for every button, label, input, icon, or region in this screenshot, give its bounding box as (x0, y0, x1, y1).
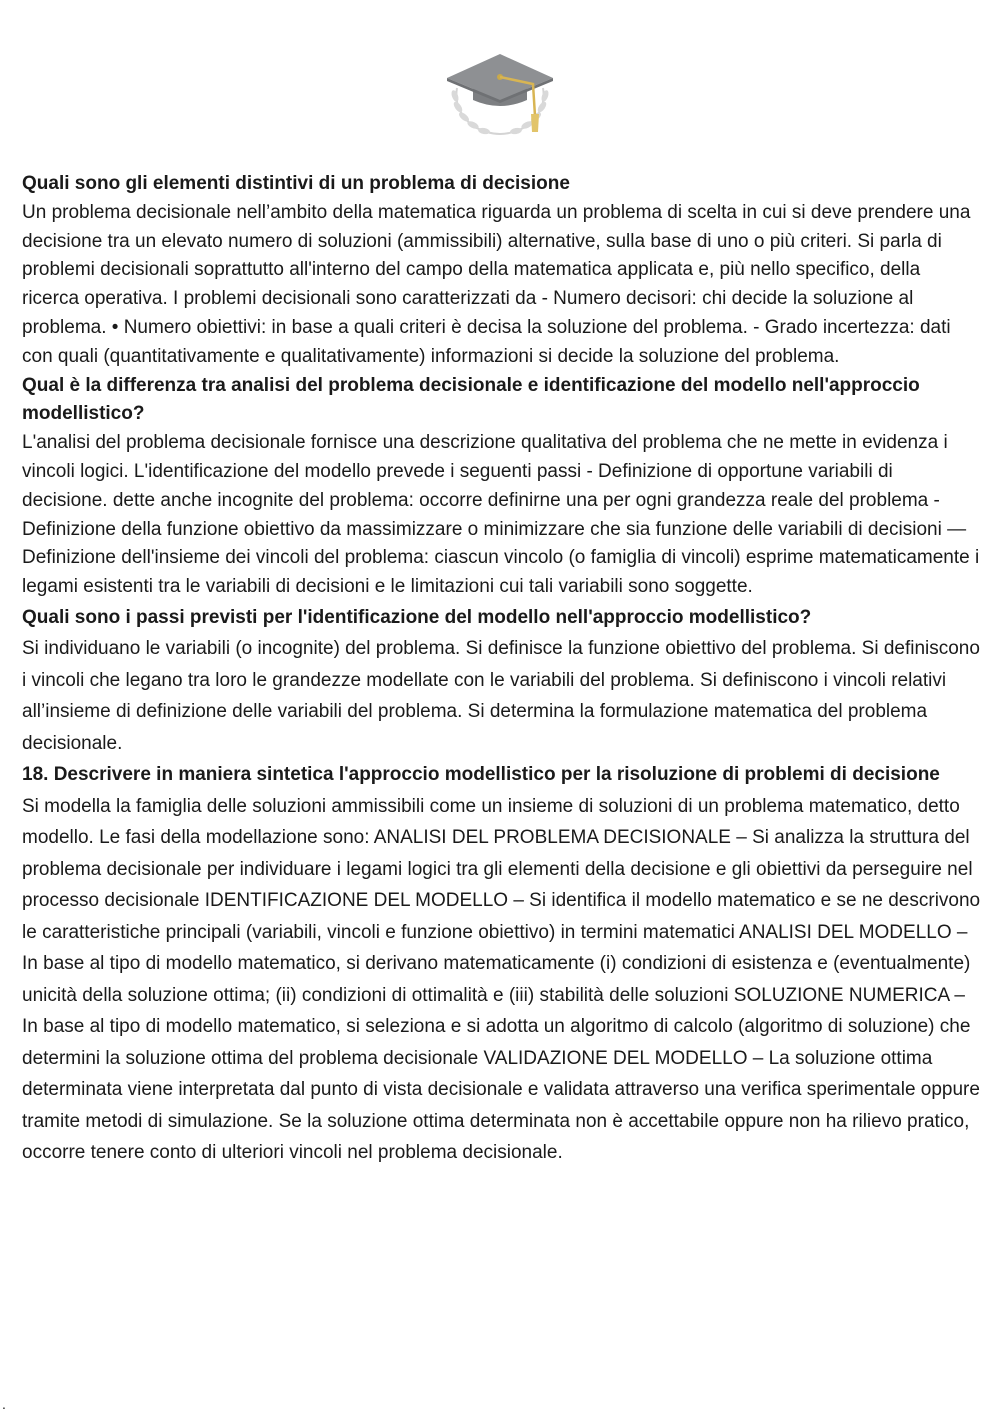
document-body (22, 170, 982, 1169)
section-question: Quali sono i passi previsti per l'identificazione del modello nell'approccio modellistico? (22, 606, 812, 628)
section-answer: Si modella la famiglia delle soluzioni ammissibili come un insieme di soluzioni di un problema matematico, detto modello. Le fasi della modellazione sono: ANALISI DEL PROBLEMA DECISIONALE – Si analizza la struttura del problema decisionale per individuare i legami logici tra gli elementi della decisione e gli obiettivi da perseguire nel processo decisionale IDENTIFICAZIONE DEL MODELLO – Si identifica il modello matematico e se ne descrivono le caratteristiche principali (variabili, vincoli e funzione obiettivo) in termini matematici ANALISI DEL MODELLO – In base al tipo di modello matematico, si derivano matematicamente (i) condizioni di esistenza e (eventualmente) unicità della soluzione ottima; (ii) condizioni di ottimalità e (iii) stabilità delle soluzioni SOLUZIONE NUMERICA – In base al tipo di modello matematico, si seleziona e si adotta un algoritmo di calcolo (algoritmo di soluzione) che determini la soluzione ottima del problema decisionale VALIDAZIONE DEL MODELLO – La soluzione ottima determinata viene interpretata dal punto di vista decisionale e validata attraverso una verifica sperimentale oppure tramite metodi di simulazione. Se la soluzione ottima determinata non è accettabile oppure non ha rilievo pratico, occorre tenere conto di ulteriori vincoli nel problema decisionale. (22, 795, 981, 1164)
section-answer: Un problema decisionale nell’ambito della matematica riguarda un problema di scelta in cui si deve prendere una decisione tra un elevato numero di soluzioni (ammissibili) alternative, sulla base di uno o più criteri. Si parla di problemi decisionali soprattutto all'interno del campo della matematica applicata e, più nello specifico, della ricerca operativa. I problemi decisionali sono caratterizzati da - Numero decisori: chi decide la soluzione al problema. • Numero obiettivi: in base a quali criteri è decisa la soluzione del problema. - Grado incertezza: dati con quali (quantitativamente e qualitativamente) informazioni si decide la soluzione del problema. (22, 201, 971, 367)
graduation-cap-icon (443, 48, 557, 140)
section-question: 18. Descrivere in maniera sintetica l'approccio modellistico per la risoluzione di problemi di decisione (22, 764, 940, 786)
section-question: Quali sono gli elementi distintivi di un problema di decisione (22, 173, 570, 194)
section-question: Qual è la differenza tra analisi del problema decisionale e identificazione del modello nell'approccio modellistico? (22, 374, 920, 425)
section-answer: Si individuano le variabili (o incognite) del problema. Si definisce la funzione obiettivo del problema. Si definiscono i vincoli che legano tra loro le grandezze modellate con le variabili del problema. Si definiscono i vincoli relativi all’insieme di definizione delle variabili del problema. Si determina la formulazione matematica del problema decisionale. (22, 638, 980, 754)
footer-mark: . (2, 1396, 6, 1412)
section-answer: L'analisi del problema decisionale fornisce una descrizione qualitativa del problema che ne mette in evidenza i vincoli logici. L'identificazione del modello prevede i seguenti passi - Definizione di opportune variabili di decisione. dette anche incognite del problema: occorre definirne una per ogni grandezza reale del problema - Definizione della funzione obiettivo da massimizzare o minimizzare che sia funzione delle variabili di decisioni — Definizione dell'insieme dei vincoli del problema: ciascun vincolo (o famiglia di vincoli) esprime matematicamente i legami esistenti tra le variabili di decisioni e le limitazioni cui tali variabili sono soggette. (22, 432, 980, 598)
